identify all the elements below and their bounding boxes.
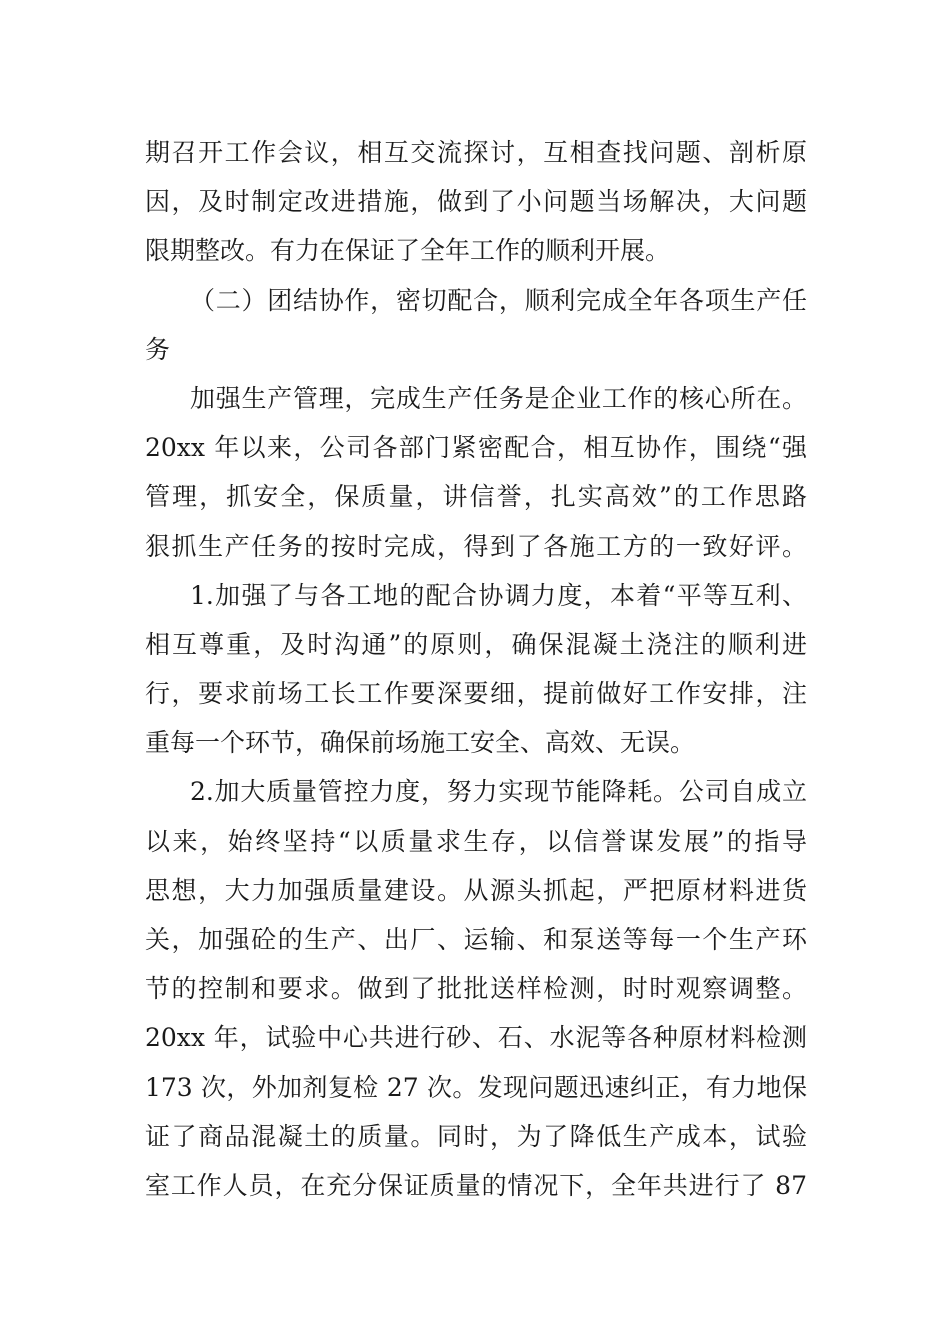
text-line: 1.加强了与各工地的配合协调力度，本着“平等互利、	[190, 580, 807, 610]
paragraph-item-2-quality	[145, 767, 807, 1210]
text-line: 相互尊重，及时沟通”的原则，确保混凝土浇注的顺利进	[145, 629, 807, 659]
text-line: 节的控制和要求。做到了批批送样检测，时时观察调整。	[145, 974, 807, 1004]
paragraph-meeting-continuation	[145, 128, 807, 276]
text-line: 限期整改。有力在保证了全年工作的顺利开展。	[145, 236, 671, 266]
text-line: 狠抓生产任务的按时完成，得到了各施工方的一致好评。	[145, 531, 807, 561]
text-line: 证了商品混凝土的质量。同时，为了降低生产成本，试验	[145, 1121, 807, 1151]
document-body	[145, 128, 807, 1210]
text-line: 行，要求前场工长工作要深要细，提前做好工作安排，注	[145, 679, 807, 709]
text-line: 加强生产管理，完成生产任务是企业工作的核心所在。	[190, 383, 807, 413]
text-line: 期召开工作会议，相互交流探讨，互相查找问题、剖析原	[145, 138, 807, 167]
text-line: 2.加大质量管控力度，努力实现节能降耗。公司自成立	[190, 777, 807, 807]
text-line: 思想，大力加强质量建设。从源头抓起，严把原材料进货	[145, 875, 807, 905]
heading-line: （二）团结协作，密切配合，顺利完成全年各项生产任	[190, 285, 807, 315]
heading-line: 务	[145, 334, 171, 364]
text-line: 20xx 年，试验中心共进行砂、石、水泥等各种原材料检测	[145, 1023, 807, 1053]
paragraph-production-management	[145, 374, 807, 571]
text-line: 因，及时制定改进措施，做到了小问题当场解决，大问题	[145, 187, 807, 217]
text-line: 关，加强砼的生产、出厂、运输、和泵送等每一个生产环	[145, 925, 807, 954]
text-line: 以来，始终坚持“以质量求生存，以信誉谋发展”的指导	[145, 826, 807, 856]
text-line: 173 次，外加剂复检 27 次。发现问题迅速纠正，有力地保	[145, 1072, 807, 1102]
paragraph-item-1-coordination	[145, 571, 807, 768]
text-line: 重每一个环节，确保前场施工安全、高效、无误。	[145, 728, 696, 758]
text-line: 20xx 年以来，公司各部门紧密配合，相互协作，围绕“强	[145, 433, 807, 463]
text-line: 室工作人员，在充分保证质量的情况下，全年共进行了 87	[145, 1170, 807, 1200]
text-line: 管理，抓安全，保质量，讲信誉，扎实高效”的工作思路	[145, 482, 807, 512]
section-heading-2	[145, 276, 807, 374]
